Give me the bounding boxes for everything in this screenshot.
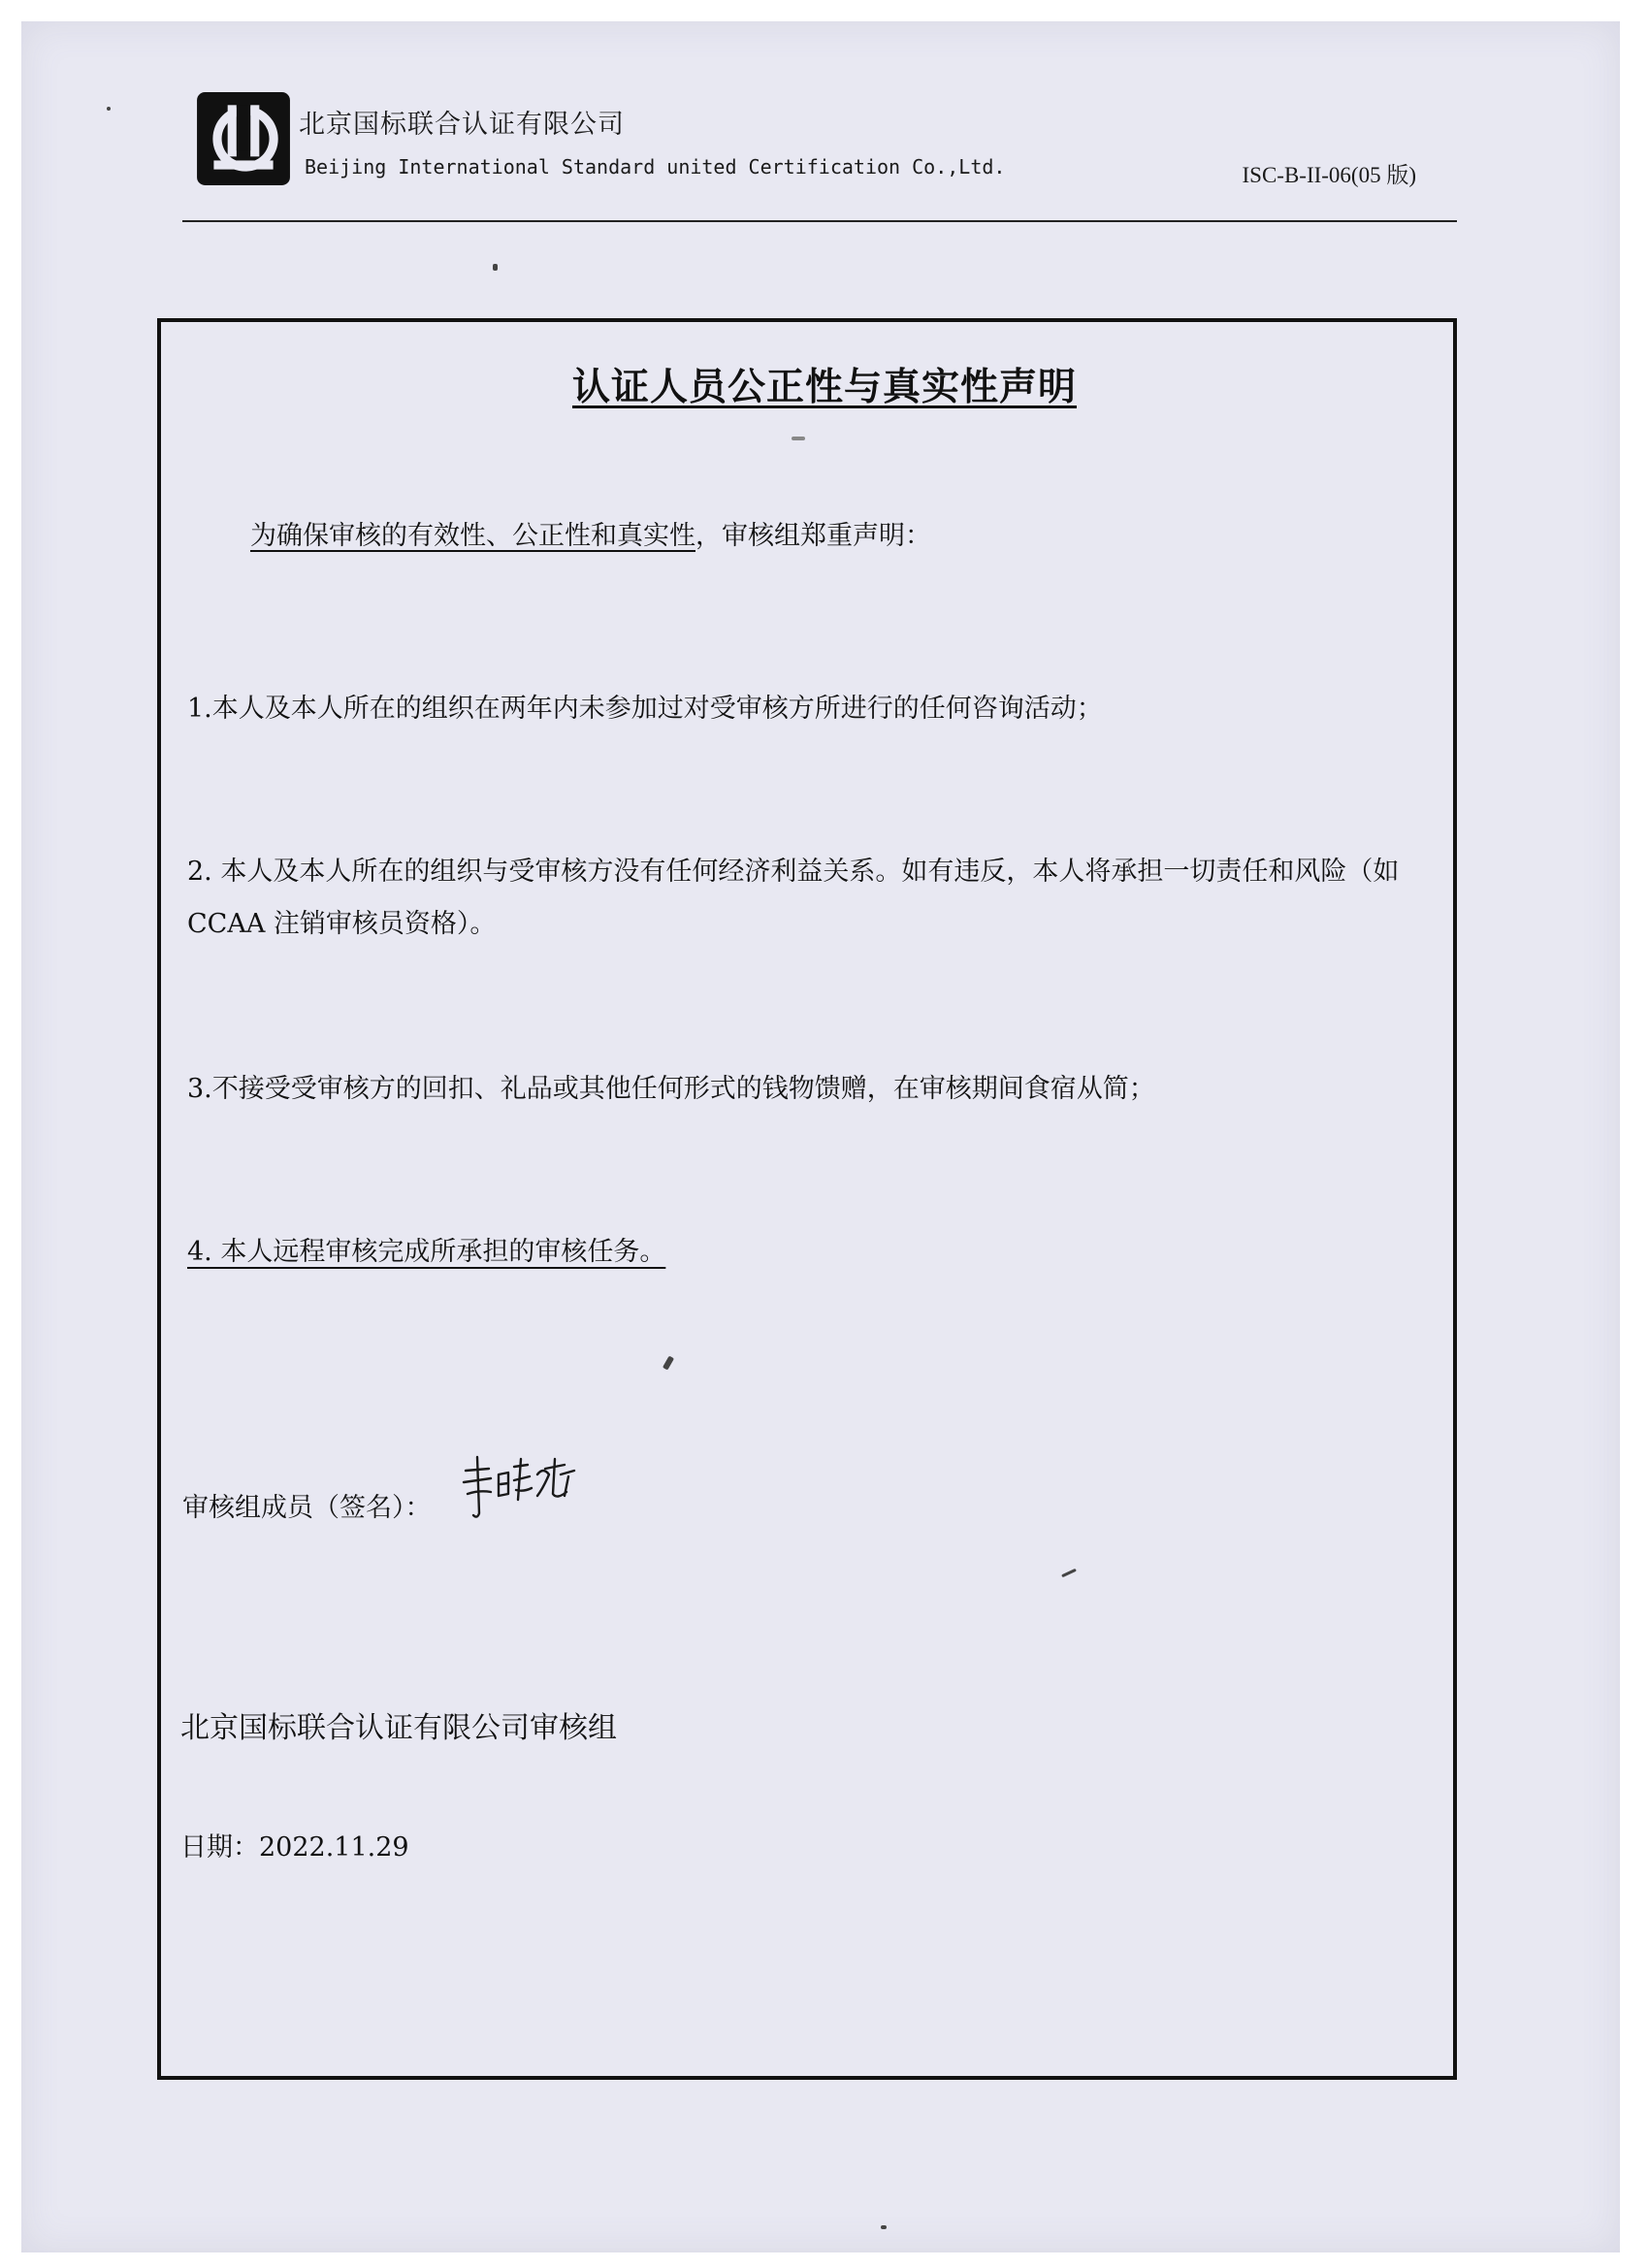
intro-underlined: 为确保审核的有效性、公正性和真实性 (250, 521, 695, 551)
declaration-item-1: 1.本人及本人所在的组织在两年内未参加过对受审核方所进行的任何咨询活动； (187, 694, 1103, 724)
declaration-item-3: 3.不接受受审核方的回扣、礼品或其他任何形式的钱物馈赠，在审核期间食宿从简； (187, 1074, 1155, 1104)
document-title (0, 357, 1649, 411)
company-name-en: Beijing International Standard united Certification Co.,Ltd. (305, 155, 1006, 178)
header-divider (182, 220, 1457, 222)
form-code: ISC-B-II-06(05 版) (1242, 163, 1416, 187)
intro-paragraph (250, 514, 931, 552)
scan-speck (881, 2225, 887, 2229)
handwritten-signature (460, 1445, 586, 1523)
declaration-frame (157, 318, 1457, 2080)
signer-label: 审核组成员（签名）： (182, 1493, 432, 1523)
intro-rest: ，审核组郑重声明： (695, 521, 931, 551)
document-title-text: 认证人员公正性与真实性声明 (571, 366, 1077, 409)
scan-speck (792, 437, 805, 440)
audit-team-name: 北京国标联合认证有限公司审核组 (180, 1711, 617, 1745)
declaration-item-4: 4. 本人远程审核完成所承担的审核任务。 (187, 1237, 666, 1267)
declaration-item-2: 2. 本人及本人所在的组织与受审核方没有任何经济利益关系。如有违反，本人将承担一切责任和风险（如 CCAA 注销审核员资格）。 (187, 857, 1400, 939)
declaration-date: 日期：2022.11.29 (180, 1832, 409, 1863)
scan-speck (493, 264, 498, 271)
company-logo (194, 89, 293, 188)
company-name-cn: 北京国标联合认证有限公司 (299, 110, 625, 140)
scan-speck (107, 107, 111, 111)
